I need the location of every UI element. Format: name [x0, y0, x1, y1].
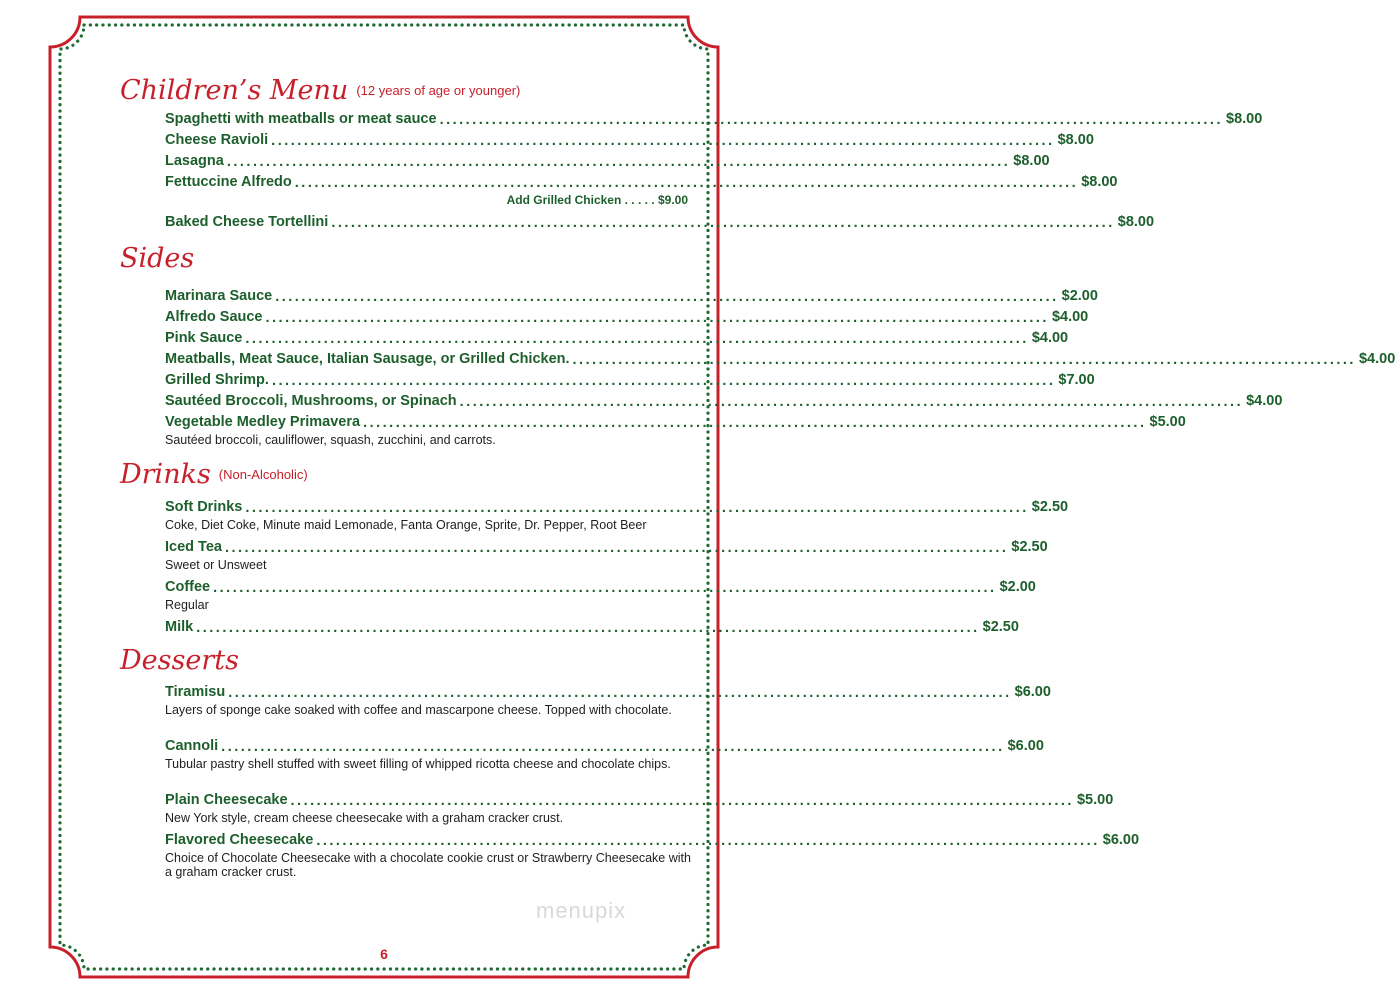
menu-item	[165, 170, 1118, 191]
dot-leader: ........................................................................................................................	[228, 684, 1012, 701]
item-description: Sweet or Unsweet	[165, 558, 267, 572]
dot-leader: ........................................................................................................................	[572, 351, 1356, 368]
menu-item	[165, 389, 1283, 410]
menu-item	[165, 828, 1140, 849]
item-price: $4.00	[1051, 309, 1089, 325]
section-title-sides	[120, 244, 194, 274]
section-note: (Non-Alcoholic)	[218, 467, 308, 482]
item-description: Sautéed broccoli, cauliflower, squash, zucchini, and carrots.	[165, 433, 496, 447]
dot-leader: ........................................................................................................................	[245, 330, 1029, 347]
menu-item	[165, 680, 1051, 701]
item-price: $2.00	[999, 579, 1036, 595]
item-price: $4.00	[1031, 330, 1069, 346]
dot-leader: ........................................................................................................................	[221, 738, 1005, 755]
menu-item	[165, 535, 1048, 556]
section-title-desserts	[120, 646, 239, 676]
menu-item	[165, 615, 1019, 636]
dot-leader: ........................................................................................................................	[275, 288, 1059, 305]
item-price: $6.00	[1102, 832, 1140, 848]
item-name: Fettuccine Alfredo	[165, 174, 292, 190]
item-price: $5.00	[1076, 792, 1114, 808]
item-name: Baked Cheese Tortellini	[165, 214, 329, 230]
dot-leader: ........................................................................................................................	[439, 111, 1223, 128]
dot-leader: ........................................................................................................................	[363, 414, 1147, 431]
menu-item	[165, 128, 1094, 149]
item-name: Plain Cheesecake	[165, 792, 288, 808]
item-addon: Add Grilled Chicken . . . . . $9.00	[506, 193, 688, 207]
item-name: Sautéed Broccoli, Mushrooms, or Spinach	[165, 393, 457, 409]
menu-item	[165, 788, 1114, 809]
dot-leader: ........................................................................................................................	[226, 153, 1011, 170]
dot-leader: ........................................................................................................................	[290, 792, 1074, 809]
menu-item	[165, 305, 1089, 326]
page-number: 6	[380, 946, 388, 962]
item-name: Milk	[165, 619, 194, 635]
item-name: Iced Tea	[165, 539, 222, 555]
item-price: $6.00	[1014, 684, 1051, 700]
item-description: Layers of sponge cake soaked with coffee and mascarpone cheese. Topped with chocolate.	[165, 703, 672, 717]
dot-leader: ........................................................................................................................	[265, 309, 1049, 326]
dot-leader: ........................................................................................................................	[245, 499, 1029, 516]
item-name: Meatballs, Meat Sauce, Italian Sausage, or Grilled Chicken.	[165, 351, 570, 367]
item-name: Soft Drinks	[165, 499, 243, 515]
item-price: $2.00	[1061, 288, 1098, 304]
item-name: Grilled Shrimp.	[165, 372, 269, 388]
item-price: $8.00	[1013, 153, 1050, 169]
item-name: Cannoli	[165, 738, 219, 754]
item-price: $2.50	[982, 619, 1019, 635]
item-price: $8.00	[1057, 132, 1094, 148]
dot-leader: ........................................................................................................................	[224, 539, 1009, 556]
item-description: Coke, Diet Coke, Minute maid Lemonade, Fanta Orange, Sprite, Dr. Pepper, Root Beer	[165, 518, 647, 532]
item-name: Flavored Cheesecake	[165, 832, 314, 848]
menu-item	[165, 734, 1044, 755]
item-price: $2.50	[1011, 539, 1048, 555]
menu-item	[165, 347, 1395, 368]
menu-item	[165, 149, 1050, 170]
menu-item	[165, 495, 1069, 516]
item-name: Coffee	[165, 579, 211, 595]
item-price: $5.00	[1149, 414, 1186, 430]
menu-item	[165, 284, 1098, 305]
menu-item	[165, 575, 1036, 596]
item-price: $8.00	[1117, 214, 1155, 230]
dot-leader: ........................................................................................................................	[271, 132, 1055, 149]
menu-item	[165, 107, 1263, 128]
dot-leader: ........................................................................................................................	[331, 214, 1115, 231]
dot-leader: ........................................................................................................................	[213, 579, 997, 596]
item-price: $8.00	[1226, 111, 1263, 127]
section-title-drinks	[120, 460, 308, 490]
item-name: Lasagna	[165, 153, 224, 169]
item-price: $7.00	[1058, 372, 1095, 388]
item-price: $4.00	[1246, 393, 1283, 409]
menu-item	[165, 410, 1186, 431]
section-title-text: Drinks	[120, 459, 211, 490]
item-description: Choice of Chocolate Cheesecake with a chocolate cookie crust or Strawberry Cheesecake with a graham cracker crust.	[165, 851, 691, 879]
menu-item	[165, 210, 1155, 231]
item-name: Spaghetti with meatballs or meat sauce	[165, 111, 437, 127]
item-description: Regular	[165, 598, 209, 612]
menu-item	[165, 326, 1069, 347]
item-description: Tubular pastry shell stuffed with sweet filling of whipped ricotta cheese and chocolate chips.	[165, 757, 671, 771]
item-description: New York style, cream cheese cheesecake with a graham cracker crust.	[165, 811, 564, 825]
item-name: Tiramisu	[165, 684, 226, 700]
item-name: Vegetable Medley Primavera	[165, 414, 361, 430]
item-name: Pink Sauce	[165, 330, 243, 346]
dot-leader: ........................................................................................................................	[196, 619, 980, 636]
item-price: $4.00	[1358, 351, 1395, 367]
dot-leader: ........................................................................................................................	[316, 832, 1100, 849]
item-price: $2.50	[1031, 499, 1069, 515]
watermark-logo: menupix	[536, 898, 627, 923]
item-name: Marinara Sauce	[165, 288, 273, 304]
item-price: $6.00	[1007, 738, 1044, 754]
section-title-text: Children’s Menu	[120, 75, 349, 106]
section-note: (12 years of age or younger)	[356, 83, 521, 98]
dot-leader: ........................................................................................................................	[294, 174, 1079, 191]
menu-item	[165, 368, 1095, 389]
item-price: $8.00	[1081, 174, 1118, 190]
section-title-text: Sides	[120, 243, 195, 274]
item-name: Alfredo Sauce	[165, 309, 263, 325]
dot-leader: ........................................................................................................................	[271, 372, 1056, 389]
section-title-childrens-menu	[120, 76, 520, 106]
section-title-text: Desserts	[120, 645, 239, 676]
dot-leader: ........................................................................................................................	[459, 393, 1244, 410]
item-name: Cheese Ravioli	[165, 132, 269, 148]
